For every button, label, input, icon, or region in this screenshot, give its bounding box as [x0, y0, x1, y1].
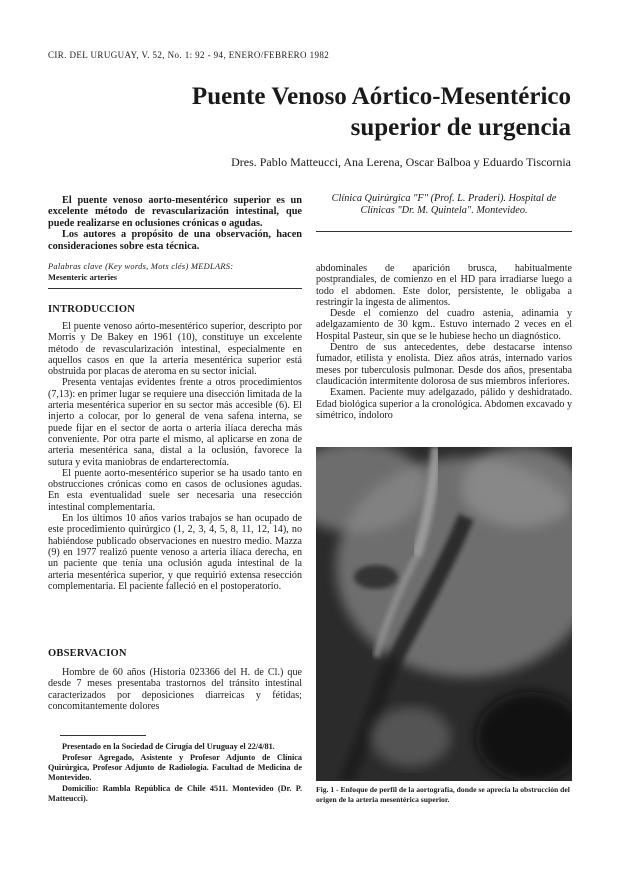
figure-caption: Fig. 1 - Enfoque de perfil de la aortografía, donde se aprecia la obstrucción del origen de la arteria mesentérica superior.	[316, 785, 570, 804]
aortography-image	[316, 447, 572, 781]
aortography-rendering	[316, 447, 572, 781]
keywords	[48, 262, 302, 283]
body-paragraph: Desde el comienzo del cuadro astenia, adinamia y adelgazamiento de 30 kgm.. Estuvo internado 2 veces en el Hospital Pasteur, sin que se le hubiese hecho un diagnóstico.	[316, 308, 572, 342]
body-paragraph: Dentro de sus antecedentes, debe destacarse intenso fumador, etilista y enolista. Diez años atrás, internado varios meses por tuberculosis pulmonar. Desde dos años, presentaba claudicación intermitente dolorosa de sus miembros inferiores.	[316, 342, 572, 387]
abstract	[48, 195, 302, 252]
footnotes	[48, 742, 302, 805]
observation-continued	[316, 263, 572, 421]
section-heading-observacion: OBSERVACION	[48, 648, 127, 659]
title-line-1: Puente Venoso Aórtico-Mesentérico	[191, 83, 571, 110]
abstract-paragraph: Los autores a propósito de una observación, hacen consideraciones sobre esta técnica.	[48, 229, 302, 252]
keywords-divider	[48, 288, 302, 289]
footnote: Presentado en la Sociedad de Cirugía del Uruguay el 22/4/81.	[62, 742, 275, 751]
abstract-paragraph: El puente venoso aorto-mesentérico superior es un excelente método de revascularización intestinal, que puede realizarse en oclusiones crónicas o agudas.	[48, 195, 302, 229]
affiliation-divider	[316, 231, 572, 232]
affiliation: Clínica Quirúrgica "F" (Prof. L. Praderi). Hospital de Clínicas "Dr. M. Quintela". Montevideo.	[331, 193, 557, 216]
observation-section	[48, 667, 302, 712]
footnote: Domicilio: Rambla República de Chile 4511. Montevideo (Dr. P. Matteucci).	[48, 784, 302, 803]
body-paragraph: Hombre de 60 años (Historia 023366 del H. de Cl.) que desde 7 meses presentaba trastornos del tránsito intestinal caracterizados por deposiciones diarreicas y fétidas; concomitantemente dolores	[48, 667, 302, 712]
footnote-divider	[60, 735, 146, 736]
section-heading-introduccion: INTRODUCCION	[48, 304, 135, 315]
body-paragraph: En los últimos 10 años varios trabajos se han ocupado de este procedimiento quirúrgico (1, 2, 3, 4, 5, 8, 11, 12, 14), no habiéndose publicado observaciones en nuestro medio. Mazza (9) en 1977 realizó puente venoso a arteria ilíaca derecha, en un paciente que tenía una oclusión aguda intestinal de la arteria mesentérica superior, y que requirió extensa resección complementaria. El paciente falleció en el postoperatorio.	[48, 513, 302, 592]
body-paragraph: El puente venoso aórto-mesentérico superior, descripto por Morris y De Bakey en 1961 (10), constituye un excelente método de revascularización intestinal, especialmente en aquellos casos en que la arteria mesentérica superior está obstruida por placas de ateroma en su sector inicial.	[48, 321, 302, 378]
author-list: Dres. Pablo Matteucci, Ana Lerena, Oscar Balboa y Eduardo Tiscornia	[231, 155, 571, 169]
body-paragraph: abdominales de aparición brusca, habitualmente postprandiales, de comienzo en el HD para irradiarse luego a todo el abdomen. Este dolor, persistente, le obligaba a restringir la ingesta de alimentos.	[316, 263, 572, 308]
body-paragraph: El puente aorto-mesentérico superior se ha usado tanto en obstrucciones crónicas como en casos de oclusiones agudas. En esta eventualidad suele ser necesaria una resección intestinal complementaria.	[48, 467, 302, 513]
title-line-2: superior de urgencia	[350, 114, 571, 141]
keywords-terms: Mesenteric arteries	[48, 272, 118, 282]
keywords-label: Palabras clave (Key words, Mots clés) MEDLARS:	[48, 262, 234, 271]
body-paragraph: Presenta ventajas evidentes frente a otros procedimientos (7,13): en primer lugar se requiere una disección limitada de la arteria mesentérica superior en su sector más accesible (6). El injerto a colocar, por lo general de vena safena interna, se puede fijar en el sector de aorta o arteria ilíaca derecha más conveniente. Por otra parte el mismo, al aplicarse en zona de arteria mesentérica sana, distal a la oclusión, favorece la sutura y evita maniobras de endarterectomía.	[48, 377, 302, 468]
journal-header: CIR. DEL URUGUAY, V. 52, No. 1: 92 - 94, ENERO/FEBRERO 1982	[48, 50, 330, 60]
footnote: Profesor Agregado, Asistente y Profesor Adjunto de Clínica Quirúrgica, Profesor Adjunto de Radiología. Facultad de Medicina de Montevideo.	[48, 753, 302, 782]
intro-section	[48, 321, 302, 592]
body-paragraph: Examen. Paciente muy adelgazado, pálido y deshidratado. Edad biológica superior a la cronológica. Abdomen excavado y simétrico, indoloro	[316, 387, 572, 421]
article-title	[192, 81, 571, 143]
